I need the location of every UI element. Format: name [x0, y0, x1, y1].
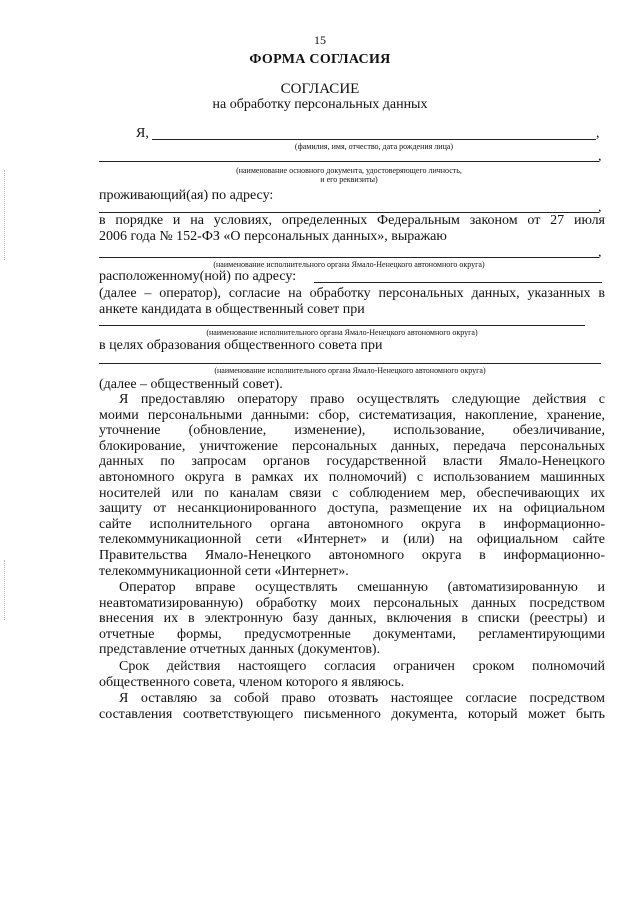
text-line: Оператор вправе осуществлять смешанную (автоматизированную и — [119, 580, 605, 595]
text-line: блокирование, уничтожение персональных данных, передача персональных — [99, 438, 605, 454]
text-line: представление отчетных данных (документов). — [99, 642, 381, 658]
paragraph-processing — [99, 580, 605, 658]
located-label: расположенному(ной) по адресу: — [99, 269, 297, 284]
scan-artifact — [4, 170, 6, 260]
page-number: 15 — [314, 33, 326, 47]
caption-organ: (наименование исполнительного органа Ямало-Ненецкого автономного округа) — [214, 366, 486, 375]
operator-line-2: анкете кандидата в общественный совет при — [99, 302, 365, 317]
residing-label: проживающий(ая) по адресу: — [99, 188, 274, 203]
text-line: общественного совета, членом которого я являюсь. — [99, 674, 405, 690]
caption-organ: (наименование исполнительного органа Ямало-Ненецкого автономного округа) — [213, 260, 485, 269]
caption-document-2: и его реквизиты) — [320, 175, 378, 184]
text-line: уточнение (обновление, изменение), использование, обезличивание, — [99, 423, 605, 439]
text-line: автономного округа в рамках их полномочий) с использованием машинных — [99, 469, 605, 485]
caption-document-1: (наименование основного документа, удостоверяющего личность, — [236, 166, 462, 175]
text-line: носителей или по каналам связи с соблюдением мер, обеспечивающих их — [99, 485, 605, 501]
text-line: сайте исполнительного органа автономного округа в информационно- — [99, 516, 605, 532]
text-line: составления соответствующего письменного документа, который может быть — [99, 706, 605, 722]
text-line: отчетные формы, предусмотренные документами, регламентирующими — [99, 626, 605, 642]
text-line: неавтоматизированную) обработку моих персональных данных посредством — [99, 595, 605, 611]
comma: , — [596, 126, 600, 141]
document-field-line — [99, 161, 599, 162]
paragraph-revoke — [99, 691, 605, 722]
paragraph-term — [99, 659, 605, 690]
law-line-1: в порядке и на условиях, определенных Федеральным законом от 27 июля — [99, 213, 605, 228]
organ-address-field-line — [314, 282, 602, 283]
text-line: данных по запросам органов государственной власти Ямало-Ненецкого — [99, 454, 605, 470]
text-line: телекоммуникационной сети «Интернет» и (или) на официальном сайте — [99, 532, 605, 548]
purpose-line: в целях образования общественного совета при — [99, 338, 383, 353]
text-line: Правительства Ямало-Ненецкого автономного округа в информационно- — [99, 547, 605, 563]
organ-field-line-2 — [99, 325, 585, 326]
scan-artifact — [4, 560, 6, 620]
i-label: Я, — [136, 126, 149, 141]
comma: , — [598, 200, 602, 215]
form-title: ФОРМА СОГЛАСИЯ — [249, 52, 391, 67]
paragraph-rights — [99, 392, 605, 579]
fio-field-line — [152, 139, 596, 140]
consent-title: СОГЛАСИЕ — [280, 81, 360, 97]
comma: , — [598, 149, 602, 164]
text-line: внесения их в электронную базу данных, включения в списки (реестры) и — [99, 611, 605, 627]
caption-organ: (наименование исполнительного органа Ямало-Ненецкого автономного округа) — [206, 328, 478, 337]
consent-subtitle: на обработку персональных данных — [212, 97, 428, 112]
text-line: моими персональными данными: сбор, систематизация, накопление, хранение, — [99, 407, 605, 423]
council-line: (далее – общественный совет). — [99, 377, 283, 392]
operator-line-1: (далее – оператор), согласие на обработку персональных данных, указанных в — [99, 286, 605, 301]
text-line: защиту от несанкционированного доступа, размещение их на официальном — [99, 501, 605, 517]
text-line: Я предоставляю оператору право осуществлять следующие действия с — [119, 392, 605, 407]
organ-field-line-3 — [99, 363, 601, 364]
text-line: телекоммуникационной сети «Интернет». — [99, 563, 349, 579]
law-line-2: 2006 года № 152-ФЗ «О персональных данных», выражаю — [99, 229, 447, 244]
organ-field-line — [99, 257, 599, 258]
caption-fio: (фамилия, имя, отчество, дата рождения лица) — [294, 142, 454, 151]
text-line: Я оставляю за собой право отозвать настоящее согласие посредством — [119, 691, 605, 706]
comma: , — [598, 245, 602, 260]
text-line: Срок действия настоящего согласия ограничен сроком полномочий — [119, 659, 605, 674]
